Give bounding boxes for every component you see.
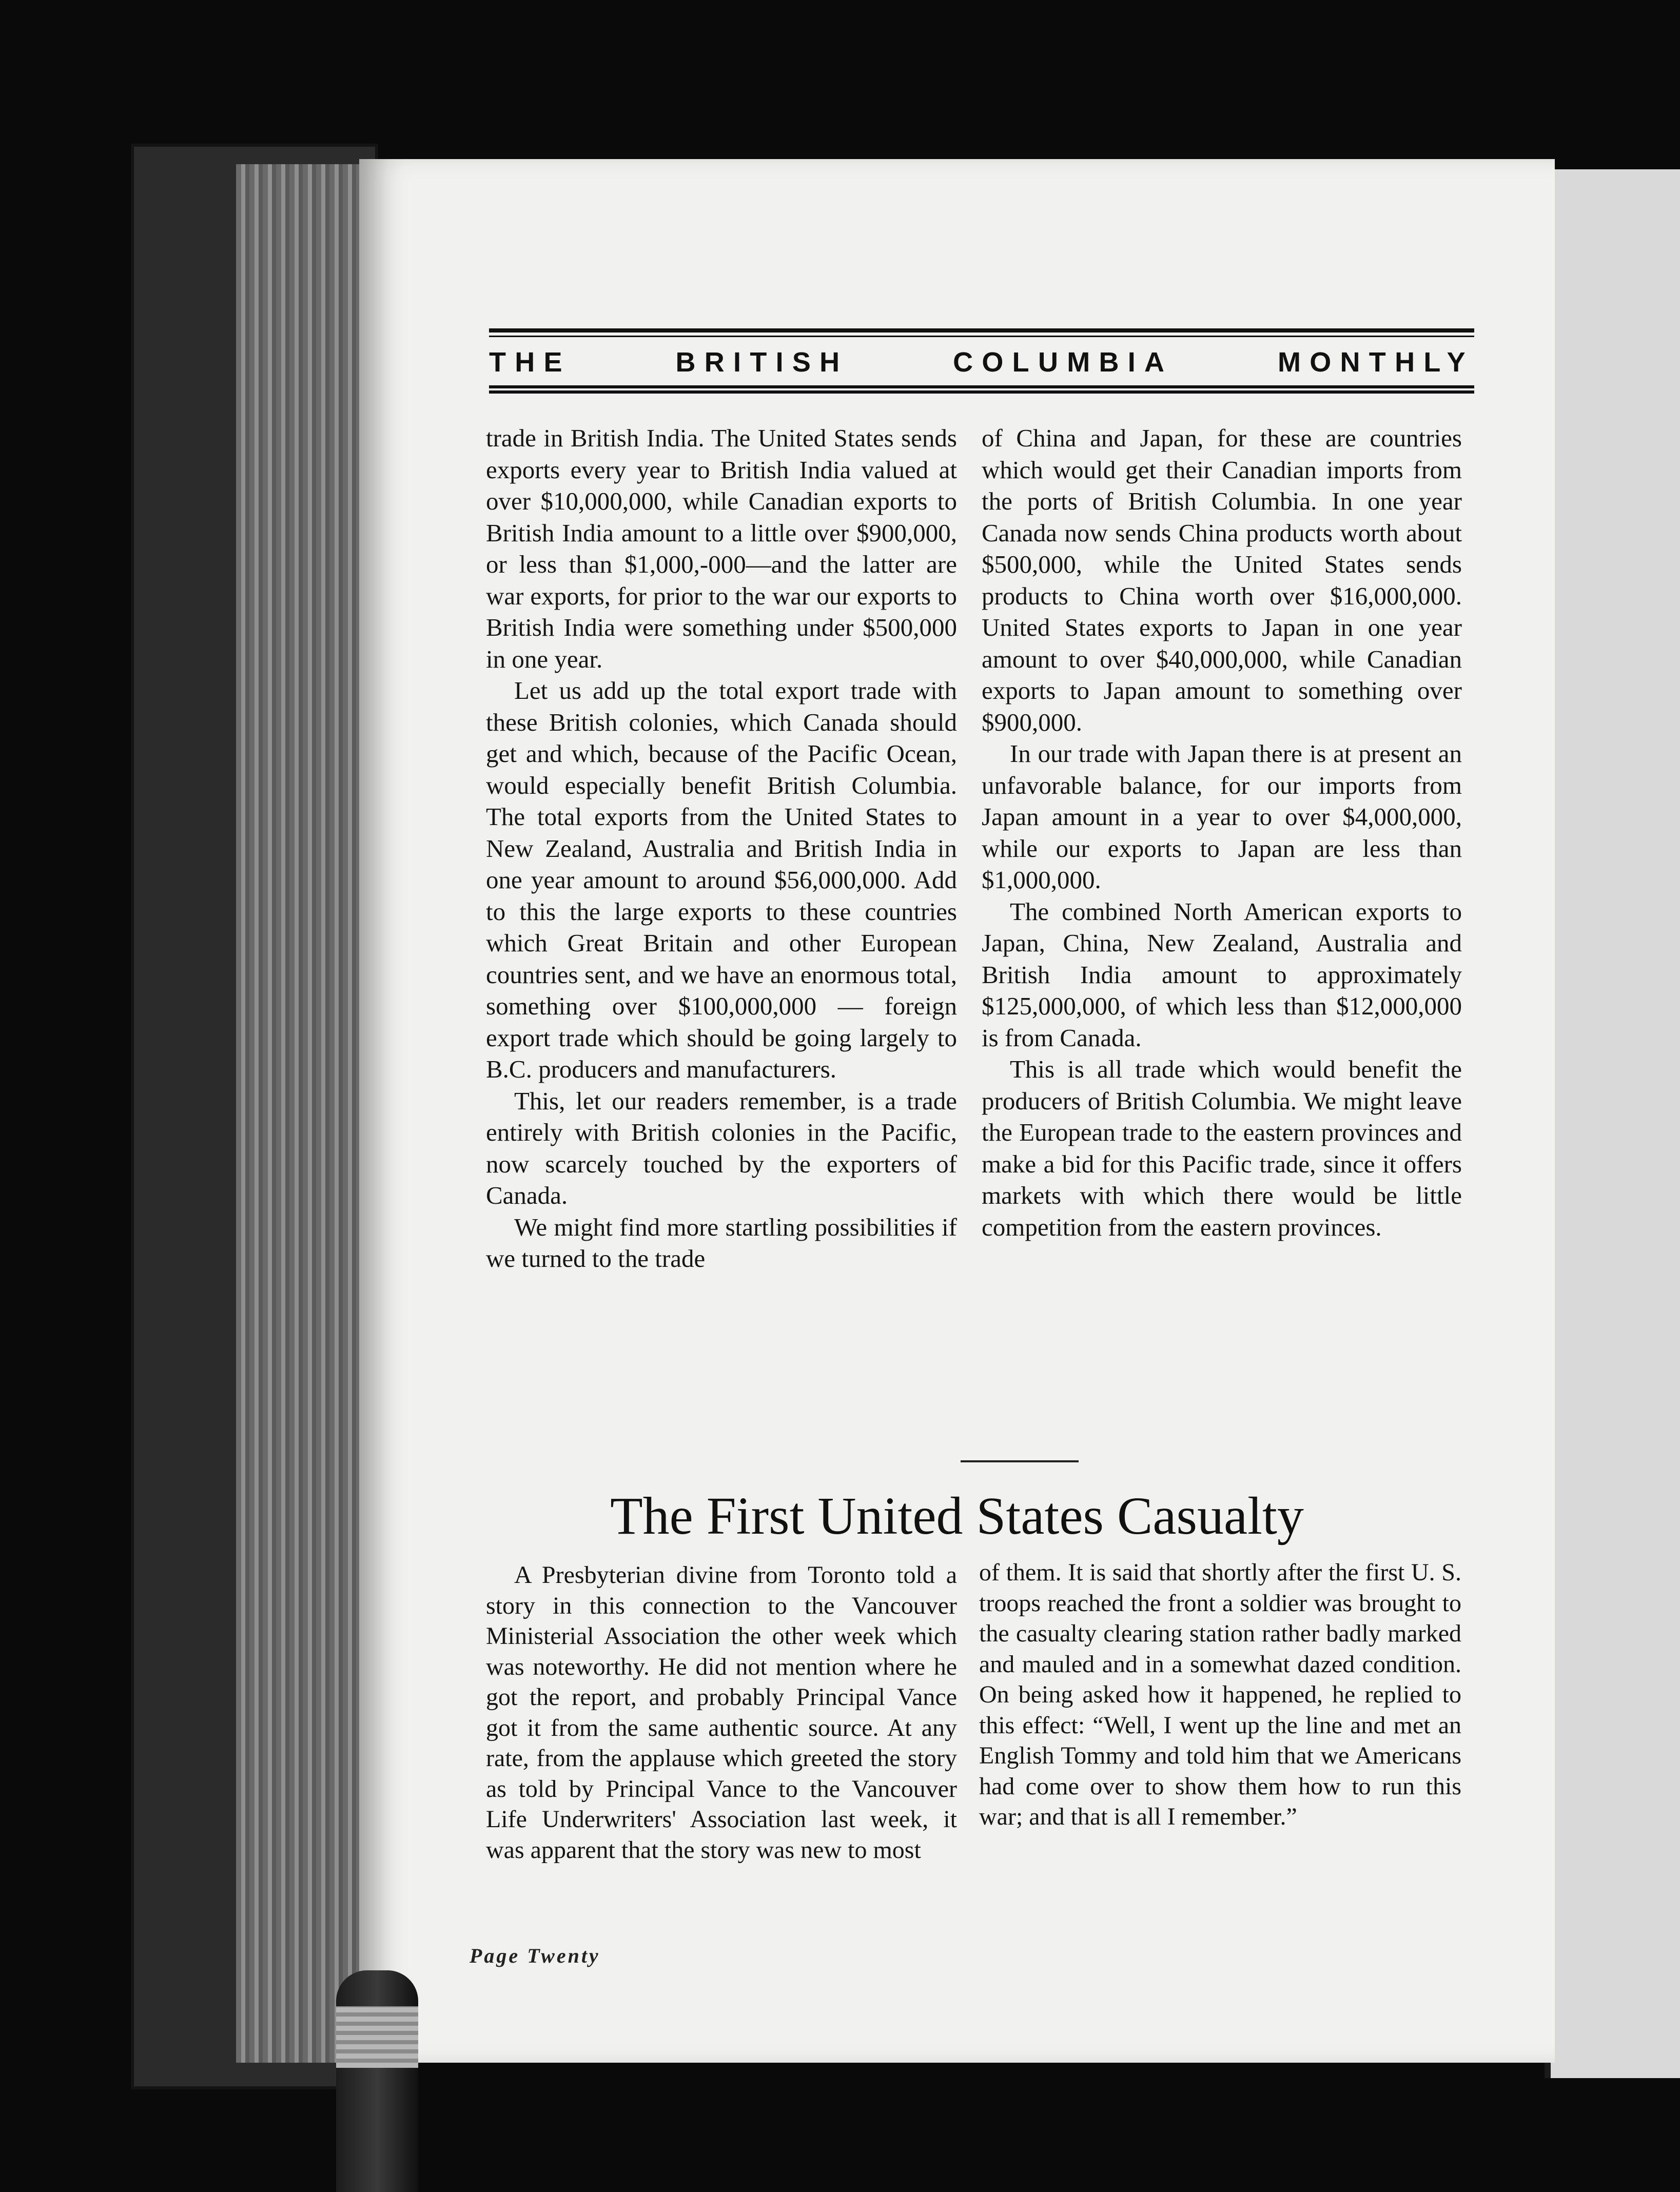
paragraph: The combined North American exports to Japan, China, New Zealand, Australia and British India amount to approximately $125,000,000, of which less than $12,000,000 is from Canada. bbox=[982, 897, 1462, 1052]
header-rule-top bbox=[489, 328, 1474, 337]
masthead-word: THE bbox=[489, 347, 571, 378]
book-cover-right bbox=[1545, 169, 1680, 2078]
paragraph: This, let our readers remember, is a trade entirely with British colonies in the Pacific, now scarcely touched by the exporters of Canada. bbox=[486, 1086, 957, 1209]
header-rule-bottom-2 bbox=[489, 390, 1474, 394]
page-number: Page Twenty bbox=[470, 1944, 600, 1967]
paragraph: Let us add up the total export trade with these British colonies, which Canada should get and which, because of the Pacific Ocean, would especially benefit British Columbia. The total exports from the United States to New Zealand, Australia and British India in one year amount to around $56,000,000. Add to this the large exports to these countries which Great Britain and other European countries sent, and we have an enormous total, something over $100,000,000 — foreign export trade which should be going largely to B.C. producers and manufacturers. bbox=[486, 676, 957, 1083]
masthead bbox=[489, 346, 1474, 378]
pencil-band bbox=[336, 2006, 418, 2068]
masthead-word: COLUMBIA bbox=[953, 347, 1174, 378]
section-divider bbox=[961, 1460, 1079, 1462]
article-column-left bbox=[486, 422, 957, 1275]
magazine-page bbox=[359, 159, 1555, 2063]
page-header bbox=[489, 328, 1474, 394]
pencil bbox=[336, 1970, 418, 2192]
paragraph: trade in British India. The United States sends exports every year to British India valued at over $10,000,000, while Canadian exports to British India amount to a little over $900,000, or less than $1,000,-000—and the latter are war exports, for prior to the war our exports to British India were something under $500,000 in one year. bbox=[486, 424, 957, 673]
article-column-right bbox=[982, 422, 1462, 1243]
paragraph: A Presbyterian divine from Toronto told a story in this connection to the Vancouver Ministerial Association the other week which was noteworthy. He did not mention where he got the report, and probably Principal Vance got it from the same authentic source. At any rate, from the applause which greeted the story as told by Principal Vance to the Vancouver Life Underwriters' Association last week, it was apparent that the story was new to most bbox=[486, 1561, 957, 1864]
casualty-column-left bbox=[486, 1560, 957, 1865]
paragraph: This is all trade which would benefit the producers of British Columbia. We might leave the European trade to the eastern provinces and make a bid for this Pacific trade, since it offers markets with which there would be little competition from the eastern provinces. bbox=[982, 1055, 1462, 1241]
header-rule-bottom bbox=[489, 385, 1474, 388]
masthead-word: BRITISH bbox=[675, 347, 849, 378]
paragraph: of China and Japan, for these are countries which would get their Canadian imports from the ports of British Columbia. In one year Canada now sends China products worth about $500,000, while the United States sends products to China worth over $16,000,000. United States exports to Japan in one year amount to over $40,000,000, while Canadian exports to Japan amount to something over $900,000. bbox=[982, 424, 1462, 736]
page-edges bbox=[236, 164, 369, 2063]
casualty-column-right bbox=[979, 1557, 1461, 1832]
paragraph: In our trade with Japan there is at present an unfavorable balance, for our imports from Japan amount in a year to over $4,000,000, while our exports to Japan are less than $1,000,000. bbox=[982, 739, 1462, 894]
masthead-word: MONTHLY bbox=[1277, 347, 1474, 378]
paragraph: of them. It is said that shortly after the first U. S. troops reached the front a soldier was brought to the casualty clearing station rather badly marked and mauled and in a somewhat dazed condition. On being asked how it happened, he replied to this effect: “Well, I went up the line and met an English Tommy and told him that we Americans had come over to show them how to run this war; and that is all I remember.” bbox=[979, 1559, 1461, 1830]
paragraph: We might find more startling possibilities if we turned to the trade bbox=[486, 1212, 957, 1273]
article-title: The First United States Casualty bbox=[610, 1486, 1304, 1545]
